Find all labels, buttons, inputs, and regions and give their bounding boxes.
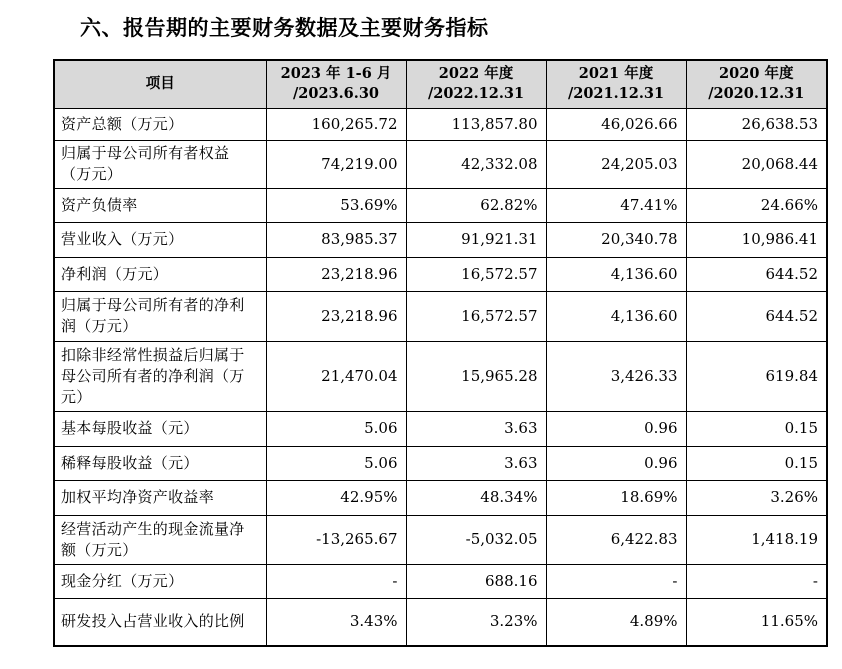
cell-value: 4,136.60 xyxy=(546,257,686,291)
header-period-2023h1 xyxy=(266,60,406,108)
row-label: 经营活动产生的现金流量净额（万元） xyxy=(54,515,266,564)
cell-value: 0.96 xyxy=(546,446,686,480)
cell-value: 5.06 xyxy=(266,446,406,480)
table-row xyxy=(54,341,827,411)
cell-value: 619.84 xyxy=(686,341,827,411)
cell-value: 4,136.60 xyxy=(546,291,686,341)
cell-value: 42.95% xyxy=(266,480,406,515)
table-row xyxy=(54,598,827,646)
cell-value: 20,068.44 xyxy=(686,140,827,188)
header-period-label: 2023 年 1-6 月 xyxy=(280,65,392,83)
row-label: 营业收入（万元） xyxy=(54,222,266,257)
cell-value: 644.52 xyxy=(686,257,827,291)
cell-value: 20,340.78 xyxy=(546,222,686,257)
cell-value: 11.65% xyxy=(686,598,827,646)
cell-value: 6,422.83 xyxy=(546,515,686,564)
cell-value: 42,332.08 xyxy=(406,140,546,188)
header-period-date: /2023.6.30 xyxy=(292,85,380,103)
cell-value: 91,921.31 xyxy=(406,222,546,257)
cell-value: 0.15 xyxy=(686,446,827,480)
cell-value: - xyxy=(266,564,406,598)
cell-value: 74,219.00 xyxy=(266,140,406,188)
cell-value: 23,218.96 xyxy=(266,291,406,341)
cell-value: -5,032.05 xyxy=(406,515,546,564)
cell-value: 23,218.96 xyxy=(266,257,406,291)
section-title: 六、报告期的主要财务数据及主要财务指标 xyxy=(80,16,489,40)
table-row xyxy=(54,411,827,446)
table-row xyxy=(54,564,827,598)
header-period-date: /2021.12.31 xyxy=(567,85,665,103)
table-row xyxy=(54,446,827,480)
cell-value: 10,986.41 xyxy=(686,222,827,257)
cell-value: 160,265.72 xyxy=(266,108,406,140)
cell-value: 0.96 xyxy=(546,411,686,446)
row-label: 研发投入占营业收入的比例 xyxy=(54,598,266,646)
header-item: 项目 xyxy=(54,60,266,108)
row-label: 归属于母公司所有者的净利润（万元） xyxy=(54,291,266,341)
cell-value: 3.23% xyxy=(406,598,546,646)
header-period-label: 2022 年度 xyxy=(438,65,514,83)
header-period-label: 2021 年度 xyxy=(578,65,654,83)
table-row xyxy=(54,480,827,515)
row-label: 加权平均净资产收益率 xyxy=(54,480,266,515)
cell-value: 26,638.53 xyxy=(686,108,827,140)
table-row xyxy=(54,222,827,257)
cell-value: 16,572.57 xyxy=(406,291,546,341)
cell-value: 688.16 xyxy=(406,564,546,598)
header-period-2020 xyxy=(686,60,827,108)
header-period-date: /2020.12.31 xyxy=(708,85,805,103)
cell-value: 48.34% xyxy=(406,480,546,515)
cell-value: 5.06 xyxy=(266,411,406,446)
cell-value: -13,265.67 xyxy=(266,515,406,564)
cell-value: - xyxy=(686,564,827,598)
header-period-date: /2022.12.31 xyxy=(427,85,525,103)
cell-value: 644.52 xyxy=(686,291,827,341)
header-period-label: 2020 年度 xyxy=(719,65,794,83)
header-period-2021 xyxy=(546,60,686,108)
row-label: 资产负债率 xyxy=(54,188,266,222)
cell-value: 3.26% xyxy=(686,480,827,515)
cell-value: 15,965.28 xyxy=(406,341,546,411)
table-row xyxy=(54,188,827,222)
row-label: 现金分红（万元） xyxy=(54,564,266,598)
row-label: 资产总额（万元） xyxy=(54,108,266,140)
cell-value: 3.63 xyxy=(406,446,546,480)
cell-value: 0.15 xyxy=(686,411,827,446)
financial-data-table xyxy=(53,59,828,647)
table-row xyxy=(54,257,827,291)
table-body xyxy=(54,108,827,646)
cell-value: 18.69% xyxy=(546,480,686,515)
cell-value: 3.43% xyxy=(266,598,406,646)
cell-value: 46,026.66 xyxy=(546,108,686,140)
cell-value: 83,985.37 xyxy=(266,222,406,257)
cell-value: 3,426.33 xyxy=(546,341,686,411)
cell-value: 53.69% xyxy=(266,188,406,222)
table-row xyxy=(54,108,827,140)
row-label: 基本每股收益（元） xyxy=(54,411,266,446)
cell-value: 21,470.04 xyxy=(266,341,406,411)
cell-value: 113,857.80 xyxy=(406,108,546,140)
row-label: 归属于母公司所有者权益（万元） xyxy=(54,140,266,188)
table-header xyxy=(54,60,827,108)
cell-value: 47.41% xyxy=(546,188,686,222)
table-row xyxy=(54,291,827,341)
cell-value: 24.66% xyxy=(686,188,827,222)
cell-value: 4.89% xyxy=(546,598,686,646)
cell-value: 62.82% xyxy=(406,188,546,222)
row-label: 净利润（万元） xyxy=(54,257,266,291)
cell-value: 1,418.19 xyxy=(686,515,827,564)
header-period-2022 xyxy=(406,60,546,108)
row-label: 稀释每股收益（元） xyxy=(54,446,266,480)
cell-value: 24,205.03 xyxy=(546,140,686,188)
cell-value: 3.63 xyxy=(406,411,546,446)
cell-value: - xyxy=(546,564,686,598)
table-row xyxy=(54,140,827,188)
row-label: 扣除非经常性损益后归属于母公司所有者的净利润（万元） xyxy=(54,341,266,411)
cell-value: 16,572.57 xyxy=(406,257,546,291)
table-row xyxy=(54,515,827,564)
